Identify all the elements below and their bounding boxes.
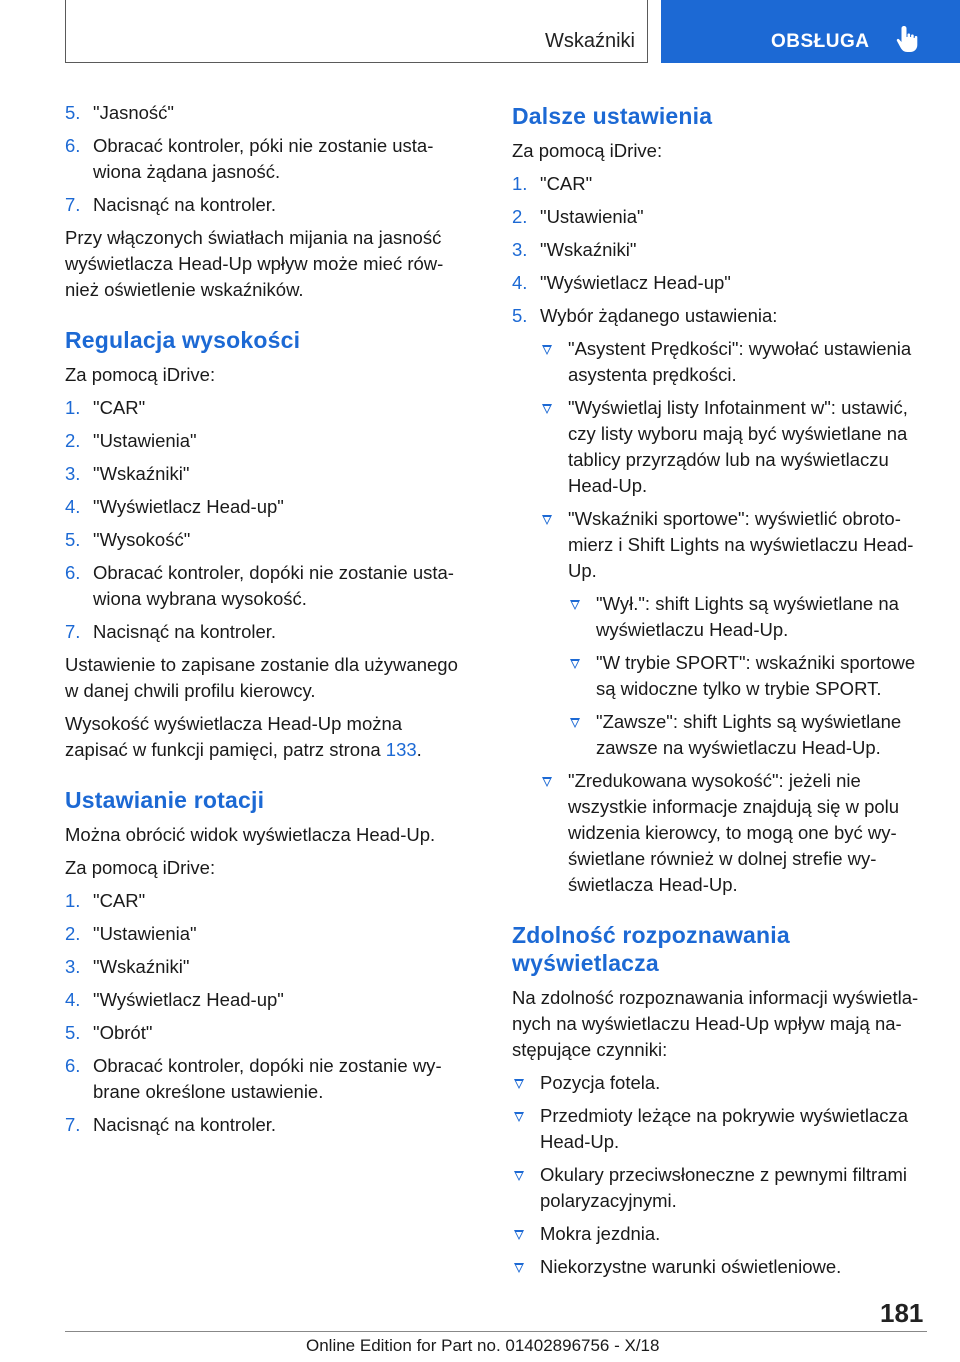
header-title-box	[65, 0, 648, 63]
options-list	[540, 336, 932, 898]
list-item: Przedmioty leżące na pokrywie wyświetlacza Head-Up.	[512, 1103, 932, 1155]
triangle-bullet-icon	[514, 1230, 524, 1240]
triangle-bullet-icon	[570, 718, 580, 728]
triangle-bullet-icon	[514, 1112, 524, 1122]
list-item: Niekorzystne warunki oświetleniowe.	[512, 1254, 932, 1280]
section-heading: Zdolność rozpoznawania wyświetlacza	[512, 922, 790, 976]
right-column	[512, 100, 932, 1287]
triangle-bullet-icon	[514, 1263, 524, 1273]
list-item: "Zredukowana wysokość": jeżeli nie wszystkie informacje znajdują się w polu widzenia kierowcy, to mogą one być wyświetlane również w dolnej strefie wyświetlacza Head-Up.	[540, 768, 932, 898]
list-item: Mokra jezdnia.	[512, 1221, 932, 1247]
list-item: 3. "Wskaźniki"	[65, 956, 190, 977]
list-item: 7. Nacisnąć na kontroler.	[65, 194, 277, 215]
triangle-bullet-icon	[514, 1171, 524, 1181]
triangle-bullet-icon	[570, 659, 580, 669]
page-link[interactable]: 133	[385, 739, 417, 760]
list-item: Pozycja fotela.	[512, 1070, 932, 1096]
list-item: 1. "CAR"	[512, 173, 593, 194]
page-number: 181	[880, 1298, 924, 1328]
sub-options-list	[568, 591, 932, 761]
list-item: 4. "Wyświetlacz Head-up"	[512, 272, 731, 293]
list-item: 7. Nacisnąć na kontroler.	[65, 1114, 277, 1135]
hand-pointer-icon	[895, 24, 921, 54]
chapter-title: Wskaźniki	[544, 30, 635, 52]
section-title: OBSŁUGA	[771, 31, 870, 52]
settings-steps	[512, 171, 932, 898]
paragraph: Za pomocą iDrive:	[65, 857, 216, 878]
list-item: 7. Nacisnąć na kontroler.	[65, 621, 277, 642]
list-item: "Wyświetlaj listy Infotainment w": ustawić, czy listy wyboru mają być wyświetlane na tablicy przyrządów lub na wyświetlaczu Head-Up.	[540, 395, 932, 499]
paragraph: Przy włączonych światłach mijania na jasność wyświetlacza Head-Up wpływ może mieć również oświetlenie wskaźników.	[65, 227, 444, 300]
triangle-bullet-icon	[570, 600, 580, 610]
left-column	[65, 100, 465, 1145]
list-item: 3. "Wskaźniki"	[512, 239, 637, 260]
list-item: 4. "Wyświetlacz Head-up"	[65, 989, 284, 1010]
list-item: 1. "CAR"	[65, 397, 146, 418]
footer-edition: Online Edition for Part no. 01402896756 - X/18	[306, 1336, 660, 1355]
list-item: "Wskaźniki sportowe": wyświetlić obrotomierz i Shift Lights na wyświetlaczu Head-Up. "Wył.": shift Lights są wyświetlane na wyświetlaczu Head-Up. "W trybie SPORT": wskaźniki sportowe są widoczne tylko w trybie SPORT. "Zawsze": shift Lights są wyświetlane zawsze na wyświetlaczu Head-Up.	[540, 506, 932, 761]
section-heading: Ustawianie rotacji	[65, 787, 265, 813]
list-item: 6. Obracać kontroler, póki nie zostanie ustawiona żądana jasność.	[65, 135, 434, 182]
list-item: 6. Obracać kontroler, dopóki nie zostanie wybrane określone ustawienie.	[65, 1055, 442, 1102]
section-tab	[661, 0, 960, 63]
triangle-bullet-icon	[542, 404, 552, 414]
intro-steps	[65, 100, 465, 218]
section-heading: Dalsze ustawienia	[512, 103, 713, 129]
list-item: 5. "Obrót"	[65, 1022, 153, 1043]
triangle-bullet-icon	[542, 345, 552, 355]
list-item: 5. "Wysokość"	[65, 529, 191, 550]
list-item: 3. "Wskaźniki"	[65, 463, 190, 484]
paragraph: Wysokość wyświetlacza Head-Up można zapisać w funkcji pamięci, patrz strona 133.	[65, 713, 422, 760]
paragraph: Za pomocą iDrive:	[65, 364, 216, 385]
triangle-bullet-icon	[542, 515, 552, 525]
rotation-steps	[65, 888, 465, 1138]
list-item: "Asystent Prędkości": wywołać ustawienia asystenta prędkości.	[540, 336, 932, 388]
footer-divider	[65, 1331, 927, 1332]
list-item: 4. "Wyświetlacz Head-up"	[65, 496, 284, 517]
list-item: "Wył.": shift Lights są wyświetlane na wyświetlaczu Head-Up.	[568, 591, 932, 643]
list-item: 5. "Jasność"	[65, 102, 175, 123]
section-heading: Regulacja wysokości	[65, 327, 301, 353]
paragraph: Na zdolność rozpoznawania informacji wyświetlanych na wyświetlaczu Head-Up wpływ mają następujące czynniki:	[512, 987, 919, 1060]
list-item: 5. Wybór żądanego ustawienia: "Asystent Prędkości": wywołać ustawienia asystenta prędkości. "Wyświetlaj listy Infotainment w": ustawić, czy listy wyboru mają być wyświetlane na tablicy przyrządów lub na wyświetlaczu Head-Up. "Wskaźniki sportowe": wyświetlić obrotomierz i Shift Lights na wyświetlaczu Head-Up. "Wył.": shift Lights są wyświetlane na wyświetlaczu Head-Up. "W trybie SPORT": wskaźniki sportowe są widoczne tylko w trybie SPORT. "Zawsze": shift Lights są wyświetlane zawsze na wyświetlaczu Head-Up. "Zredukowana wysokość": jeżeli nie wszystkie informacje znajdują się w polu widzenia kierowcy, to mogą one być wyświetlane również w dolnej strefie wyświetlacza Head-Up.	[512, 303, 932, 898]
list-item: Okulary przeciwsłoneczne z pewnymi filtrami polaryzacyjnymi.	[512, 1162, 932, 1214]
list-item: "W trybie SPORT": wskaźniki sportowe są widoczne tylko w trybie SPORT.	[568, 650, 932, 702]
paragraph: Za pomocą iDrive:	[512, 140, 663, 161]
list-item: 2. "Ustawienia"	[65, 923, 197, 944]
triangle-bullet-icon	[514, 1079, 524, 1089]
factors-list	[512, 1070, 932, 1280]
list-item: "Zawsze": shift Lights są wyświetlane zawsze na wyświetlaczu Head-Up.	[568, 709, 932, 761]
list-item: 2. "Ustawienia"	[512, 206, 644, 227]
paragraph: Ustawienie to zapisane zostanie dla używanego w danej chwili profilu kierowcy.	[65, 654, 458, 701]
paragraph: Można obrócić widok wyświetlacza Head-Up.	[65, 824, 436, 845]
list-item: 2. "Ustawienia"	[65, 430, 197, 451]
list-item: 1. "CAR"	[65, 890, 146, 911]
triangle-bullet-icon	[542, 777, 552, 787]
height-steps	[65, 395, 465, 645]
list-item: 6. Obracać kontroler, dopóki nie zostanie ustawiona wybrana wysokość.	[65, 562, 454, 609]
